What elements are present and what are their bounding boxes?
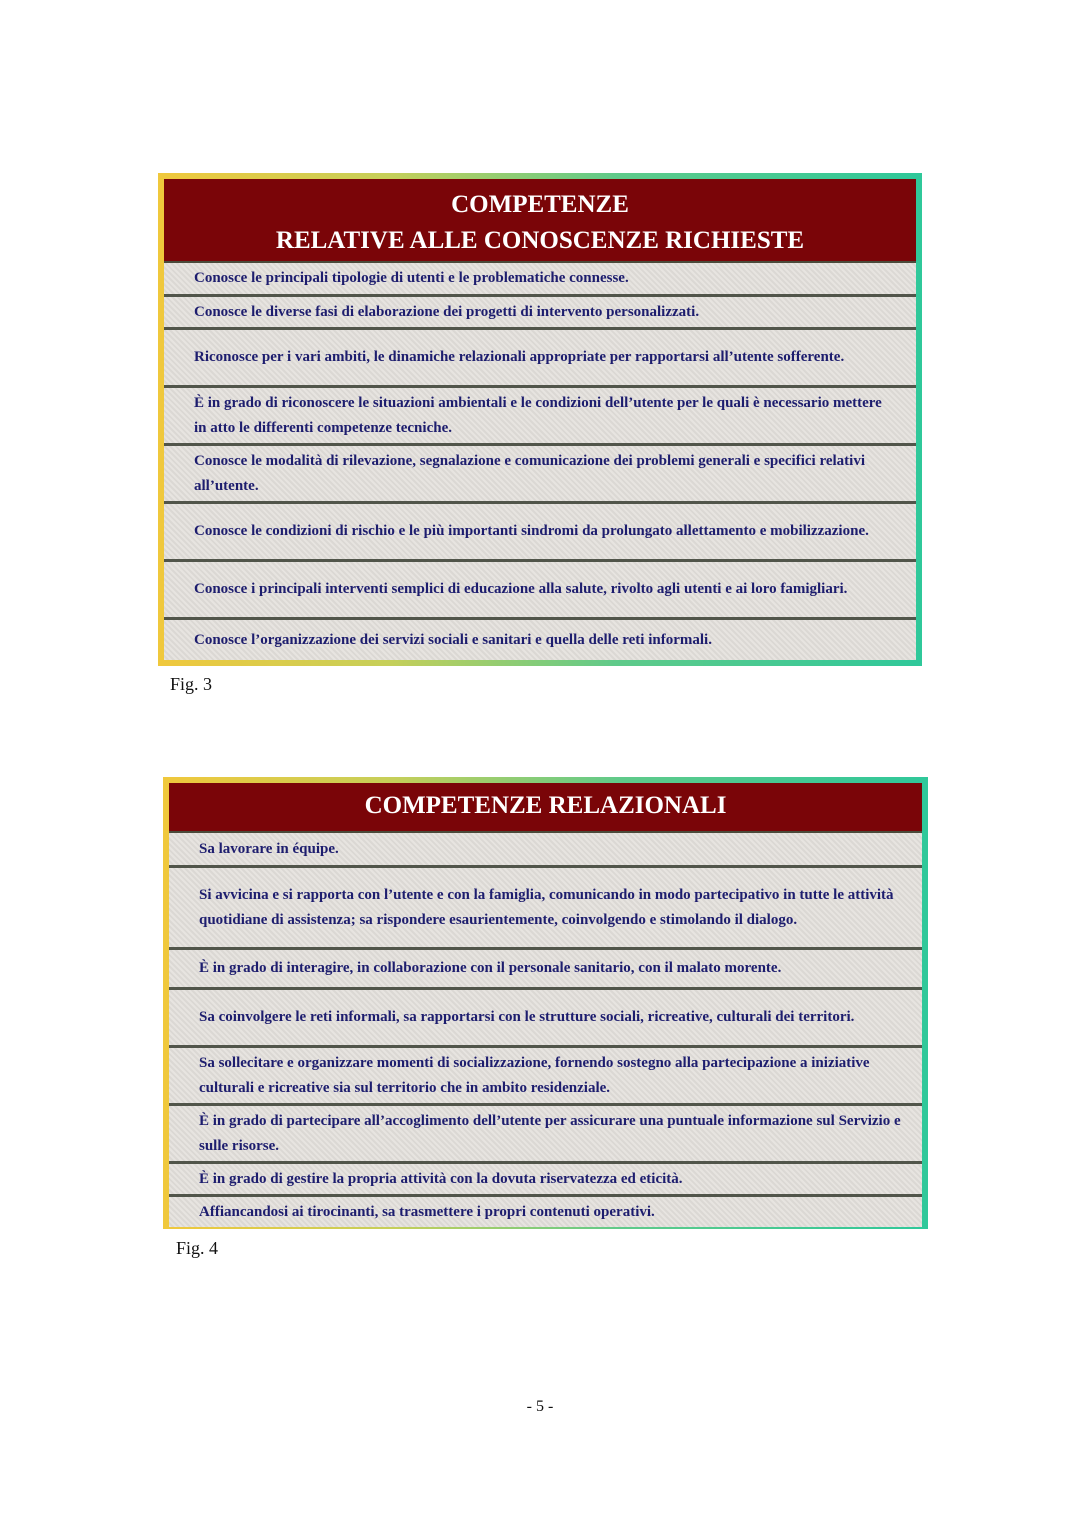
figure-3-panel — [164, 179, 916, 660]
figure-3-caption: Fig. 3 — [170, 674, 213, 694]
list-item: È in grado di interagire, in collaborazione con il personale sanitario, con il malato morente. — [169, 947, 922, 987]
figure-3-title-line-2: RELATIVE ALLE CONOSCENZE RICHIESTE — [275, 227, 805, 254]
figure-4-caption: Fig. 4 — [176, 1238, 219, 1258]
figure-4-title — [169, 783, 922, 833]
list-item: Affiancandosi ai tirocinanti, sa trasmettere i propri contenuti operativi. — [169, 1194, 922, 1227]
figure-3-rows — [164, 263, 916, 660]
figure-3-title — [164, 179, 916, 263]
list-item: È in grado di gestire la propria attività con la dovuta riservatezza ed eticità. — [169, 1161, 922, 1194]
list-item: Conosce l’organizzazione dei servizi sociali e sanitari e quella delle reti informali. — [164, 617, 916, 660]
figure-4-panel — [169, 783, 922, 1223]
list-item: Sa coinvolgere le reti informali, sa rapportarsi con le strutture sociali, ricreative, culturali dei territori. — [169, 987, 922, 1045]
figure-4-rows — [169, 833, 922, 1227]
list-item: È in grado di riconoscere le situazioni ambientali e le condizioni dell’utente per le quali è necessario mettere in atto le differenti competenze tecniche. — [164, 385, 916, 443]
list-item: Si avvicina e si rapporta con l’utente e con la famiglia, comunicando in modo partecipativo in tutte le attività quotidiane di assistenza; sa rispondere esaurientemente, coinvolgendo e stimolando il dialogo. — [169, 865, 922, 947]
list-item: Conosce le modalità di rilevazione, segnalazione e comunicazione dei problemi generali e specifici relativi all’utente. — [164, 443, 916, 501]
list-item: È in grado di partecipare all’accoglimento dell’utente per assicurare una puntuale informazione sul Servizio e sulle risorse. — [169, 1103, 922, 1161]
figure-3-title-line-1: COMPETENZE — [451, 191, 629, 218]
list-item: Riconosce per i vari ambiti, le dinamiche relazionali appropriate per rapportarsi all’utente sofferente. — [164, 327, 916, 385]
figure-4-title-line-1: COMPETENZE RELAZIONALI — [364, 792, 727, 819]
list-item: Conosce i principali interventi semplici di educazione alla salute, rivolto agli utenti e ai loro famigliari. — [164, 559, 916, 617]
figure-3-table — [158, 173, 922, 666]
list-item: Sa sollecitare e organizzare momenti di socializzazione, fornendo sostegno alla partecipazione a iniziative culturali e ricreative sia sul territorio che in ambito residenziale. — [169, 1045, 922, 1103]
figure-4-table — [163, 777, 928, 1229]
page-number: - 5 - — [526, 1398, 554, 1415]
list-item: Conosce le principali tipologie di utenti e le problematiche connesse. — [164, 263, 916, 294]
list-item: Conosce le diverse fasi di elaborazione dei progetti di intervento personalizzati. — [164, 294, 916, 327]
list-item: Sa lavorare in équipe. — [169, 833, 922, 865]
list-item: Conosce le condizioni di rischio e le più importanti sindromi da prolungato allettamento e mobilizzazione. — [164, 501, 916, 559]
